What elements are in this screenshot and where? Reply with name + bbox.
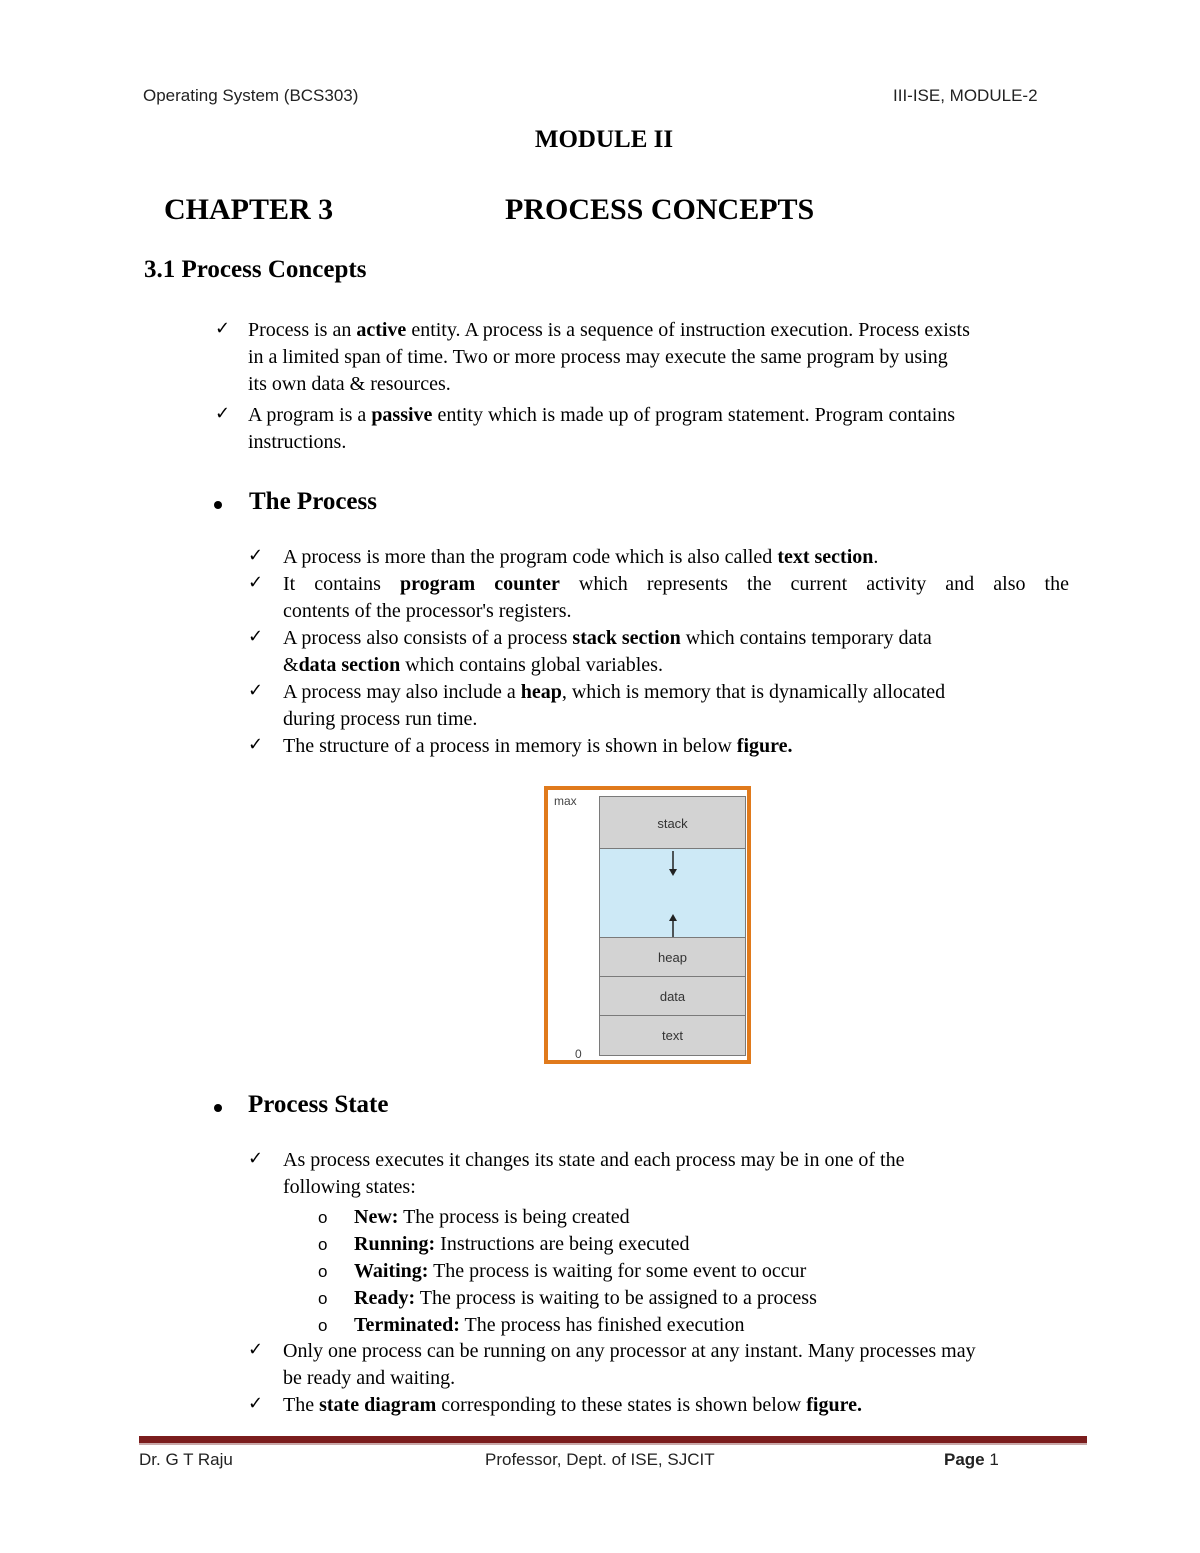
zero-label: 0 [575,1047,582,1061]
checkmark-icon: ✓ [215,318,231,339]
growth-arrows-icon [663,849,683,941]
page-number: 1 [989,1450,999,1469]
state-ready: o Ready: The process is waiting to be assigned to a process [318,1287,817,1309]
checkmark-icon: ✓ [248,1339,264,1360]
max-label: max [554,794,577,808]
checkmark-icon: ✓ [248,1148,264,1169]
concept-point-2: A program is a passive entity which is made up of program statement. Program contains instructions. [248,404,956,453]
checkmark-icon: ✓ [248,1393,264,1414]
process-point-4: A process may also include a heap, which is memory that is dynamically allocated during process run time. [283,681,946,730]
heap-segment: heap [599,937,746,978]
states-list [318,1204,1018,1339]
header-left: Operating System (BCS303) [143,86,359,105]
checkmark-icon: ✓ [248,572,264,593]
state-intro: As process executes it changes its state and each process may be in one of the following states: [283,1149,905,1198]
footer-author: Dr. G T Raju [139,1450,233,1469]
checkmark-icon: ✓ [248,680,264,701]
bullet-dot-icon [214,501,222,509]
section-heading-3-1: 3.1 Process Concepts [144,256,367,283]
chapter-title: PROCESS CONCEPTS [505,193,815,226]
process-point-3: A process also consists of a process stack section which contains temporary data &data section which contains global variables. [283,627,932,676]
state-point-3: The state diagram corresponding to these states is shown below figure. [283,1394,862,1416]
stack-segment: stack [599,796,746,851]
checkmark-icon: ✓ [215,403,231,424]
process-state-heading: Process State [248,1091,389,1118]
page-label: Page [944,1450,985,1469]
process-point-1: A process is more than the program code which is also called text section. [283,546,879,568]
footer-rule-shadow [139,1443,1087,1445]
footer-page [944,1450,999,1470]
state-running: o Running: Instructions are being executed [318,1233,690,1255]
checkmark-icon: ✓ [248,545,264,566]
footer-affiliation: Professor, Dept. of ISE, SJCIT [485,1450,715,1469]
module-title: MODULE II [534,126,674,153]
free-space-segment [599,848,746,940]
state-point-2: Only one process can be running on any processor at any instant. Many processes may be ready and waiting. [283,1340,976,1389]
state-new: o New: The process is being created [318,1206,630,1228]
concept-point-1: Process is an active entity. A process is a sequence of instruction execution. Process exists in a limited span of time. Two or more process may execute the same program by using its own data & resources. [248,319,970,395]
checkmark-icon: ✓ [248,626,264,647]
footer-rule [139,1436,1087,1443]
state-waiting: o Waiting: The process is waiting for some event to occur [318,1260,807,1282]
state-terminated: o Terminated: The process has finished execution [318,1314,745,1336]
process-memory-figure [544,786,751,1064]
bullet-dot-icon [214,1104,222,1112]
chapter-number: CHAPTER 3 [164,193,334,226]
process-point-5: The structure of a process in memory is shown in below figure. [283,735,793,757]
data-segment: data [599,976,746,1017]
checkmark-icon: ✓ [248,734,264,755]
text-segment: text [599,1015,746,1056]
header-right: III-ISE, MODULE-2 [893,86,1038,105]
the-process-heading: The Process [249,488,377,515]
process-point-2: It contains program counter which represents the current activity and also the contents of the processor's registers. [283,573,1069,622]
